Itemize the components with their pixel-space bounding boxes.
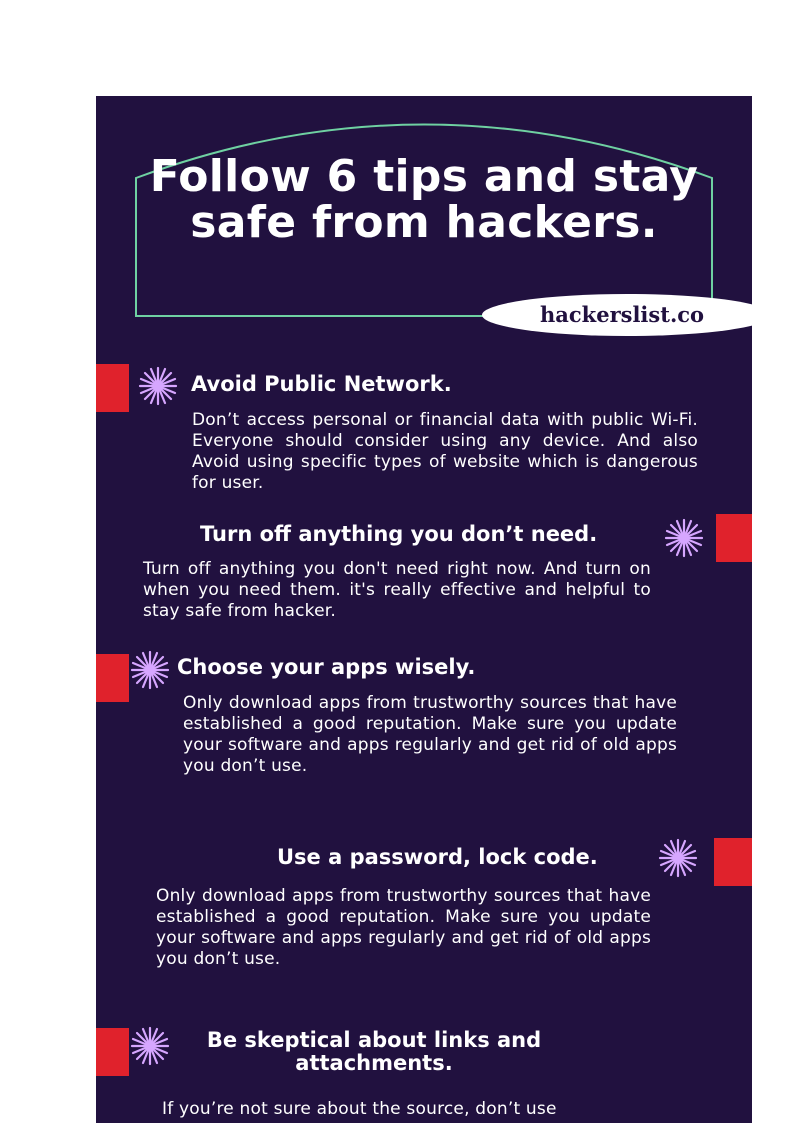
sparkle-icon: [664, 518, 704, 558]
red-marker: [716, 514, 752, 562]
tip-heading: Use a password, lock code.: [277, 845, 598, 869]
tip-heading: Avoid Public Network.: [191, 372, 452, 396]
sparkle-icon: [138, 366, 178, 406]
red-marker: [96, 654, 129, 702]
brand-badge: [482, 294, 752, 336]
tip-body: Only download apps from trustworthy sources that have established a good reputation. Make sure you update your software and apps regularly and get rid of old apps you don’t use.: [156, 886, 651, 969]
brand-label: hackerslist.co: [540, 302, 705, 327]
red-marker: [96, 364, 129, 412]
tip-body: Don’t access personal or financial data with public Wi-Fi. Everyone should consider using any device. And also Avoid using specific types of website which is dangerous for user.: [192, 410, 698, 493]
tip-heading: Turn off anything you don’t need.: [200, 522, 598, 546]
infographic-poster: [96, 96, 752, 1123]
red-marker: [714, 838, 752, 886]
sparkle-icon: [130, 650, 170, 690]
sparkle-icon: [130, 1026, 170, 1066]
page-title: Follow 6 tips and stay safe from hackers.: [149, 151, 699, 248]
tip-body: If you’re not sure about the source, don’t use: [162, 1099, 557, 1119]
tip-body: Only download apps from trustworthy sources that have established a good reputation. Make sure you update your software and apps regularly and get rid of old apps you don’t use.: [183, 693, 677, 776]
red-marker: [96, 1028, 129, 1076]
tip-body: Turn off anything you don't need right now. And turn on when you need them. it's really effective and helpful to stay safe from hacker.: [143, 559, 651, 621]
sparkle-icon: [658, 838, 698, 878]
tip-heading: Choose your apps wisely.: [177, 655, 476, 679]
tip-heading: Be skeptical about links and attachments.: [206, 1028, 542, 1075]
